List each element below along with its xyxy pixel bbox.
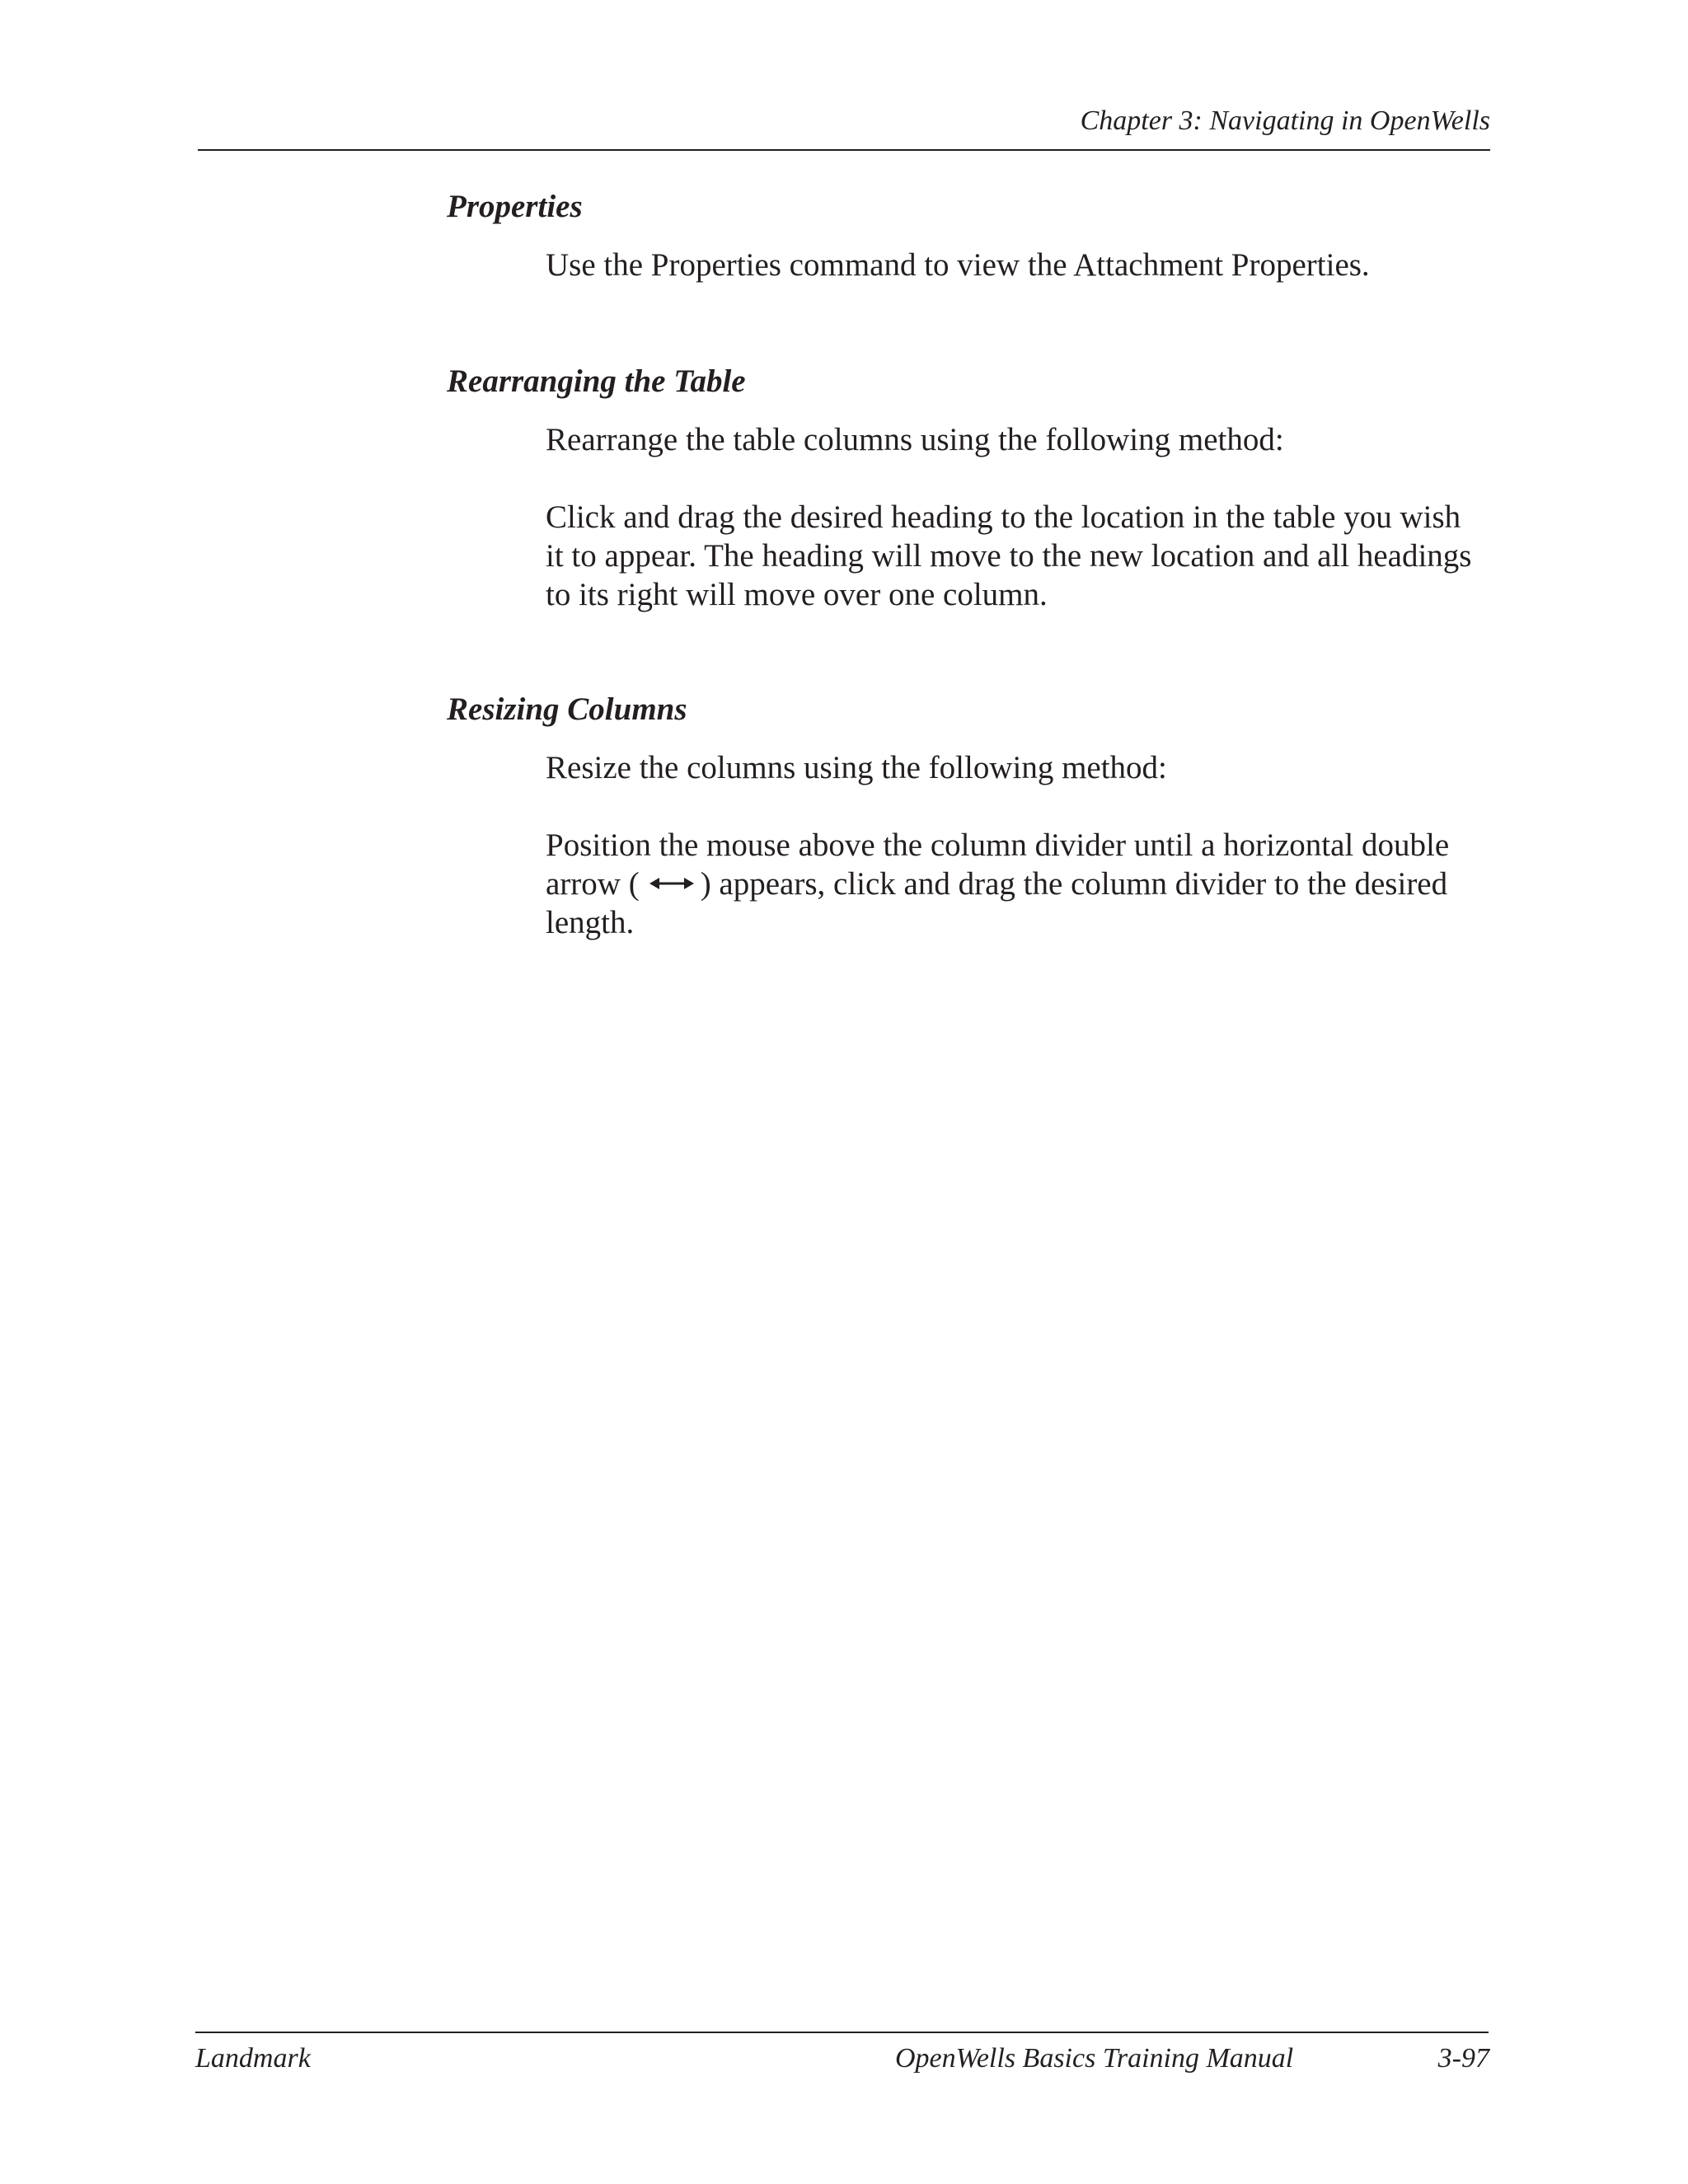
running-header: Chapter 3: Navigating in OpenWells [1080,105,1490,136]
text-line: Click and drag the desired heading to the location in the table you wish [546,499,1461,535]
paragraph-resize-steps [546,826,1493,942]
text-line: Resize the columns using the following method: [546,750,1167,785]
text-line-with-icon [546,865,1493,903]
section-title-resizing: Resizing Columns [447,691,687,727]
text-fragment: ) appears, click and drag the column divider to the desired [700,866,1448,902]
footer-company: Landmark [195,2043,311,2074]
section-title-rearranging: Rearranging the Table [447,363,746,399]
footer-manual-title: OpenWells Basics Training Manual [895,2043,1294,2074]
text-line: length. [546,905,635,940]
footer-rule [195,2032,1489,2033]
header-rule [198,149,1490,151]
text-line: Use the Properties command to view the Attachment Properties. [546,247,1370,283]
text-line: Position the mouse above the column divider until a horizontal double [546,827,1450,863]
paragraph-resize-intro [546,748,1493,787]
paragraph-rearrange-steps [546,498,1493,614]
paragraph-properties [546,246,1493,284]
text-fragment: arrow ( [546,866,640,902]
text-line: Rearrange the table columns using the following method: [546,422,1284,457]
paragraph-rearrange-intro [546,420,1493,459]
horizontal-double-arrow-icon [648,871,696,896]
text-line: it to appear. The heading will move to the new location and all headings [546,538,1472,574]
footer-page-number: 3-97 [1437,2043,1489,2074]
text-line: to its right will move over one column. [546,577,1048,612]
section-title-properties: Properties [447,189,583,224]
